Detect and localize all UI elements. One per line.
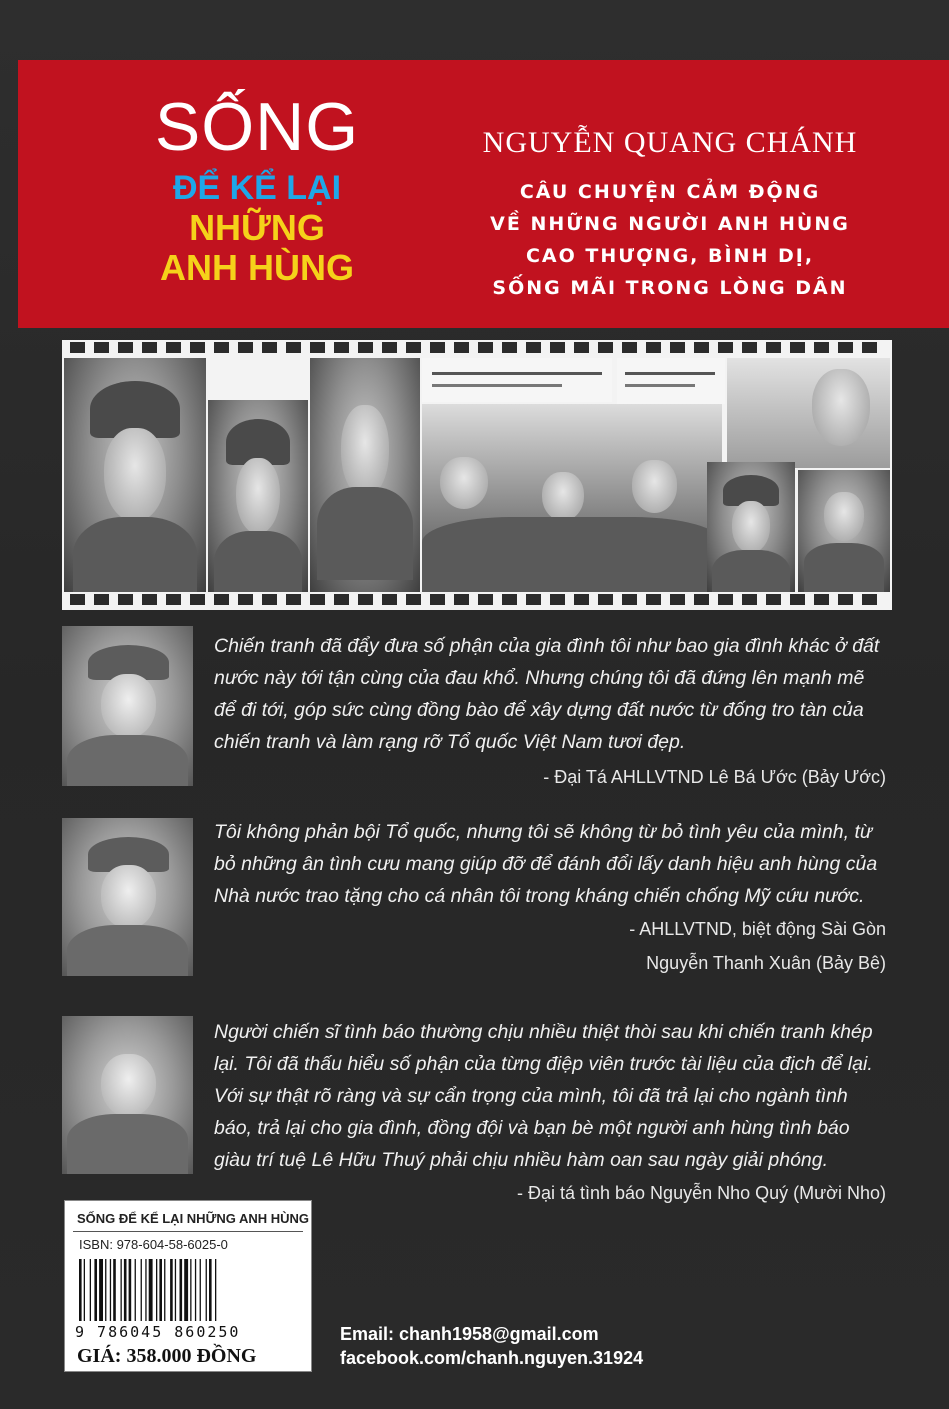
document-fragment-photo [422, 358, 612, 402]
barcode-bar [99, 1259, 103, 1321]
sprocket-hole [94, 342, 109, 353]
quote-text [214, 816, 888, 912]
sprocket-hole [838, 342, 853, 353]
sprocket-hole [262, 594, 277, 605]
film-sprockets-bottom [62, 594, 892, 608]
barcode-label [64, 1200, 312, 1372]
sprocket-hole [334, 594, 349, 605]
barcode-bar [200, 1259, 201, 1321]
sprocket-hole [214, 594, 229, 605]
quote-block-3 [62, 1012, 892, 1203]
sprocket-hole [814, 594, 829, 605]
sprocket-hole [862, 594, 877, 605]
quote-line: bỏ những ân tình cưu mang giúp đỡ để đánh đổi lấy danh hiệu anh hùng của [214, 853, 878, 875]
barcode-bar [90, 1259, 91, 1321]
sprocket-hole [238, 342, 253, 353]
quote-block-1 [62, 626, 892, 806]
sprocket-hole [382, 594, 397, 605]
isbn-text: ISBN: 978-604-58-6025-0 [79, 1237, 228, 1252]
quote-line: Tôi không phản bội Tổ quốc, nhưng tôi sẽ không từ bỏ tình yêu của mình, từ [214, 821, 873, 843]
barcode-bar [159, 1259, 162, 1321]
sprocket-hole [430, 594, 445, 605]
sprocket-hole [742, 342, 757, 353]
tagline-line: SỐNG MÃI TRONG LÒNG DÂN [492, 277, 848, 299]
building-portrait-photo [727, 358, 890, 468]
barcode-bar [180, 1259, 183, 1321]
quote-attribution [386, 912, 886, 980]
barcode-bar [129, 1259, 132, 1321]
sprocket-hole [454, 342, 469, 353]
veteran-portrait-photo [310, 358, 420, 592]
sprocket-hole [670, 594, 685, 605]
sprocket-hole [526, 342, 541, 353]
email-text: Email: chanh1958@gmail.com [340, 1324, 599, 1344]
sprocket-hole [838, 594, 853, 605]
sprocket-hole [646, 342, 661, 353]
sprocket-hole [790, 342, 805, 353]
title-line-3: NHỮNG [189, 207, 325, 248]
sprocket-hole [814, 342, 829, 353]
sprocket-hole [358, 342, 373, 353]
sprocket-hole [574, 594, 589, 605]
barcode-bar [113, 1259, 116, 1321]
sprocket-hole [358, 594, 373, 605]
sprocket-hole [382, 342, 397, 353]
sprocket-hole [478, 342, 493, 353]
barcode-bar [94, 1259, 97, 1321]
film-sprockets-top [62, 342, 892, 356]
title-line-2: ĐỂ KỂ LẠI [172, 169, 342, 207]
sprocket-hole [118, 342, 133, 353]
sprocket-hole [118, 594, 133, 605]
price-text: GIÁ: 358.000 ĐỒNG [77, 1345, 257, 1367]
quote-line: lại. Tôi đã thấu hiểu số phận của từng điệp viên trước tài liệu của địch để lại. [214, 1053, 873, 1075]
barcode-bar [124, 1259, 127, 1321]
general-portrait-photo [208, 400, 308, 592]
sprocket-hole [790, 594, 805, 605]
facebook-text: facebook.com/chanh.nguyen.31924 [340, 1348, 644, 1368]
barcode-bar [190, 1259, 191, 1321]
quote-line: để đi tới, góp sức cùng đồng bào để xây dựng đất nước từ đống tro tàn của [214, 699, 864, 721]
barcode-bar [209, 1259, 212, 1321]
sprocket-hole [286, 594, 301, 605]
sprocket-hole [142, 342, 157, 353]
photo-filmstrip [62, 340, 892, 610]
quote-line: báo, trả lại cho gia đình, đồng đội và bạn bè một người anh hùng tình báo [214, 1117, 850, 1139]
barcode-book-title: SỐNG ĐỂ KỂ LẠI NHỮNG ANH HÙNG [77, 1211, 310, 1226]
title-line-4: ANH HÙNG [160, 247, 354, 288]
quote-portrait-photo [62, 818, 193, 976]
sprocket-hole [646, 594, 661, 605]
barcode-bar [145, 1259, 146, 1321]
quote-portrait-photo [62, 1016, 193, 1174]
attribution-line: - Đại Tá AHLLVTND Lê Bá Ước (Bảy Ước) [543, 767, 886, 787]
barcode-bar [175, 1259, 176, 1321]
sprocket-hole [286, 342, 301, 353]
barcode-bar [110, 1259, 111, 1321]
barcode-bar [170, 1259, 173, 1321]
soldiers-group-photo [422, 404, 722, 592]
author-name: NGUYỄN QUANG CHÁNH [482, 126, 858, 159]
sprocket-hole [238, 594, 253, 605]
sprocket-hole [742, 594, 757, 605]
quote-line: Người chiến sĩ tình báo thường chịu nhiều thiệt thòi sau khi chiến tranh khép [214, 1021, 873, 1043]
sprocket-hole [598, 342, 613, 353]
quote-portrait-photo [62, 626, 193, 786]
barcode-number: 9 786045 860250 [75, 1323, 241, 1341]
contact-info [340, 1322, 643, 1370]
barcode-bar [156, 1259, 157, 1321]
quote-line: Với sự thật rõ ràng và sự cẩn trọng của mình, tôi đã trả lại cho ngành tình [214, 1085, 848, 1107]
tagline-line: CÂU CHUYỆN CẢM ĐỘNG [519, 181, 821, 203]
quote-attribution [386, 760, 886, 794]
quote-line: giàu trí tuệ Lê Hữu Thuý phải chịu nhiều hàm oan sau ngày giải phóng. [214, 1149, 829, 1171]
sprocket-hole [430, 342, 445, 353]
quote-line: nước này tới tận cùng của đau khổ. Nhưng chúng tôi đã đứng lên mạnh mẽ [214, 667, 865, 689]
sprocket-hole [718, 594, 733, 605]
book-title [112, 89, 402, 288]
quote-line: Nhà nước trao tặng cho cá nhân tôi trong kháng chiến chống Mỹ cứu nước. [214, 885, 865, 907]
barcode-bar [195, 1259, 196, 1321]
document-fragment-photo [617, 358, 725, 404]
sprocket-hole [766, 594, 781, 605]
sprocket-hole [550, 594, 565, 605]
quote-text [214, 1016, 888, 1176]
sprocket-hole [862, 342, 877, 353]
sprocket-hole [718, 342, 733, 353]
barcode-bar [79, 1259, 82, 1321]
quote-line: chiến tranh và làm rạng rỡ Tổ quốc Việt Nam tươi đẹp. [214, 731, 686, 753]
attribution-line: - Đại tá tình báo Nguyễn Nho Quý (Mười Nho) [516, 1183, 886, 1203]
sprocket-hole [70, 342, 85, 353]
sprocket-hole [262, 342, 277, 353]
sprocket-hole [166, 594, 181, 605]
sprocket-hole [550, 342, 565, 353]
sprocket-hole [310, 594, 325, 605]
sprocket-hole [574, 342, 589, 353]
sprocket-hole [70, 594, 85, 605]
barcode-bar [164, 1259, 165, 1321]
quote-line: Chiến tranh đã đẩy đưa số phận của gia đình tôi như bao gia đình khác ở đất [214, 635, 880, 657]
barcode-bar [84, 1259, 85, 1321]
barcode-bar [135, 1259, 136, 1321]
officer-portrait-photo [707, 462, 795, 592]
sprocket-hole [670, 342, 685, 353]
sprocket-hole [94, 594, 109, 605]
divider [73, 1231, 303, 1232]
barcode-bar [215, 1259, 216, 1321]
tagline [450, 176, 890, 304]
sprocket-hole [694, 594, 709, 605]
tagline-line: CAO THƯỢNG, BÌNH DỊ, [525, 245, 815, 267]
sprocket-hole [454, 594, 469, 605]
barcode-bar [184, 1259, 188, 1321]
sprocket-hole [142, 594, 157, 605]
attribution-line: - AHLLVTND, biệt động Sài Gòn [629, 919, 886, 939]
sprocket-hole [334, 342, 349, 353]
attribution-line: Nguyễn Thanh Xuân (Bảy Bê) [646, 953, 886, 973]
sprocket-hole [502, 594, 517, 605]
quote-text [214, 630, 888, 758]
sprocket-hole [598, 594, 613, 605]
barcode-bar [105, 1259, 106, 1321]
sprocket-hole [190, 594, 205, 605]
soldier-portrait-photo [64, 358, 206, 592]
title-line-1: SỐNG [154, 89, 360, 165]
sprocket-hole [694, 342, 709, 353]
sprocket-hole [406, 342, 421, 353]
sprocket-hole [310, 342, 325, 353]
sprocket-hole [190, 342, 205, 353]
sprocket-hole [766, 342, 781, 353]
sprocket-hole [478, 594, 493, 605]
sprocket-hole [622, 342, 637, 353]
sprocket-hole [502, 342, 517, 353]
barcode-bar [206, 1259, 207, 1321]
sprocket-hole [406, 594, 421, 605]
sprocket-hole [214, 342, 229, 353]
barcode-bar [149, 1259, 153, 1321]
barcode-image [77, 1259, 299, 1321]
sprocket-hole [526, 594, 541, 605]
quote-attribution [386, 1176, 886, 1210]
elder-portrait-photo [798, 470, 890, 592]
barcode-bar [121, 1259, 122, 1321]
sprocket-hole [622, 594, 637, 605]
sprocket-hole [166, 342, 181, 353]
tagline-line: VỀ NHỮNG NGƯỜI ANH HÙNG [490, 213, 850, 235]
barcode-bar [141, 1259, 142, 1321]
quote-block-2 [62, 816, 892, 1006]
